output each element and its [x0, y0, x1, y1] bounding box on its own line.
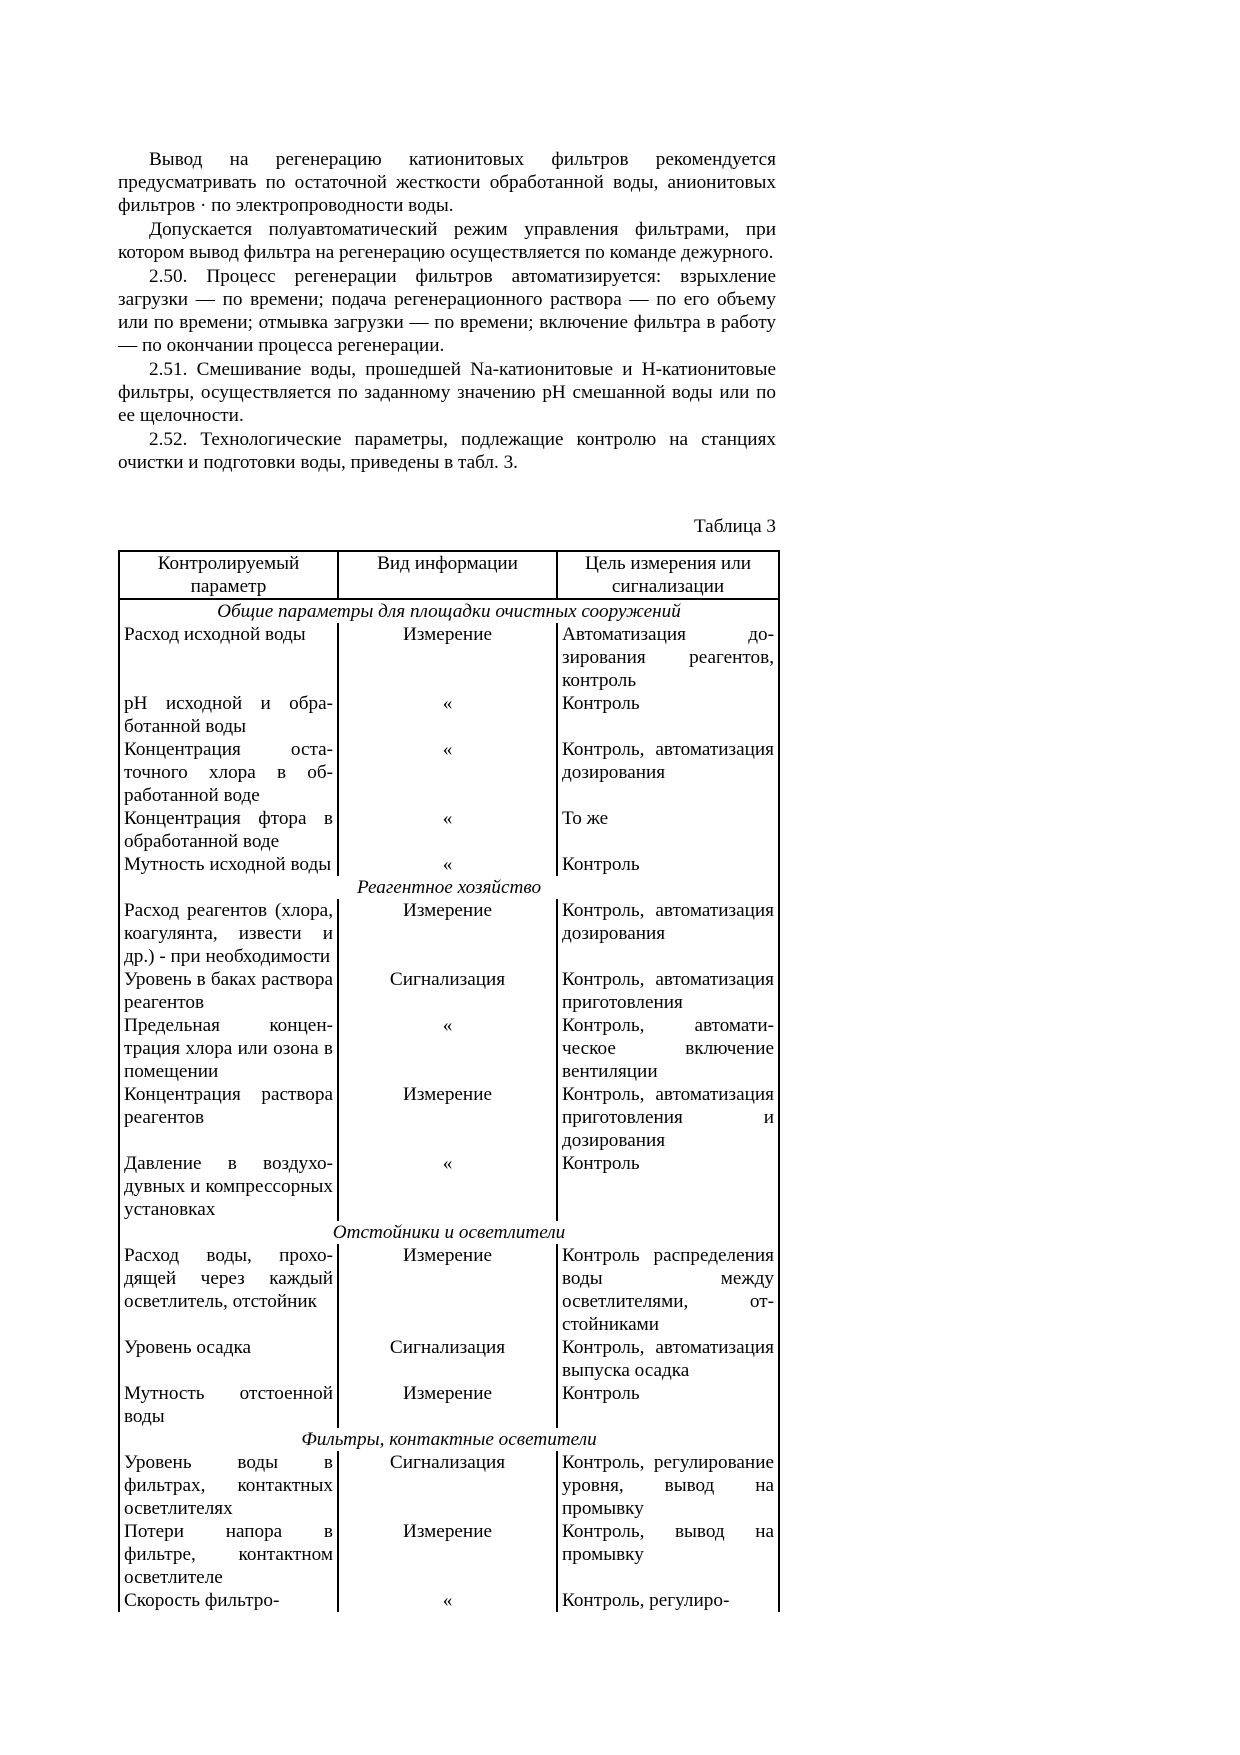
table-row [119, 623, 779, 692]
cell-purpose: Контроль, автоматизация приготовления и дозирования [557, 1083, 779, 1152]
cell-parameter: pH исходной и обработанной воды [119, 692, 338, 738]
header-parameter: Контролируемый параметр [119, 551, 338, 599]
table-header [119, 551, 779, 599]
section-title: Общие параметры для площадки очистных сооружений [119, 599, 779, 623]
cell-parameter: Уровень осадка [119, 1336, 338, 1382]
cell-purpose: Контроль [557, 692, 779, 738]
cell-parameter: Предельная концентрация хлора или озона в помещении [119, 1014, 338, 1083]
table-row [119, 899, 779, 968]
cell-purpose: Контроль [557, 853, 779, 876]
table-row [119, 1589, 779, 1612]
cell-info-type: Измерение [338, 1244, 557, 1336]
cell-info-type: « [338, 1014, 557, 1083]
cell-parameter: Скорость фильтро- [119, 1589, 338, 1612]
table-caption: Таблица 3 [693, 516, 776, 537]
cell-info-type: Сигнализация [338, 968, 557, 1014]
cell-info-type: Измерение [338, 623, 557, 692]
cell-info-type: « [338, 807, 557, 853]
cell-purpose: Контроль, автоматизация выпуска осадка [557, 1336, 779, 1382]
paragraph: 2.50. Процесс регенерации фильтров автоматизируется: взрыхление загрузки — по времени; подача регенерационного раствора — по его объему или по времени; отмывка загрузки — по времени; включение фильтра в работу — по окончании процесса регенерации. [118, 266, 776, 356]
table-row [119, 968, 779, 1014]
table-row [119, 1382, 779, 1428]
paragraph: 2.51. Смешивание воды, прошедшей Na-катионитовые и H-катионитовые фильтры, осуществляется по заданному значению pH смешанной воды или по ее щелочности. [118, 359, 776, 426]
cell-purpose: Автоматизация дозирования реагентов, контроль [557, 623, 779, 692]
cell-purpose: Контроль, автоматизация приготовления [557, 968, 779, 1014]
table-row [119, 853, 779, 876]
cell-parameter: Концентрация фтора в обработанной воде [119, 807, 338, 853]
section-row [119, 1428, 779, 1451]
cell-parameter: Расход воды, проходящей через каждый осветлитель, отстойник [119, 1244, 338, 1336]
cell-parameter: Давление в воздуходувных и компрессорных установках [119, 1152, 338, 1221]
cell-parameter: Расход реагентов (хлора, коагулянта, извести и др.) - при необходимости [119, 899, 338, 968]
cell-info-type: « [338, 853, 557, 876]
cell-info-type: Измерение [338, 1083, 557, 1152]
cell-purpose: Контроль распределения воды между осветлителями, отстойниками [557, 1244, 779, 1336]
section-title: Отстойники и осветлители [119, 1221, 779, 1244]
table-row [119, 1520, 779, 1589]
table-body [119, 599, 779, 1612]
table-row [119, 1336, 779, 1382]
section-title: Фильтры, контактные осветители [119, 1428, 779, 1451]
parameters-table [118, 550, 780, 1612]
cell-info-type: Измерение [338, 1520, 557, 1589]
section-row [119, 1221, 779, 1244]
cell-info-type: Сигнализация [338, 1336, 557, 1382]
cell-parameter: Мутность исходной воды [119, 853, 338, 876]
table-row [119, 738, 779, 807]
cell-purpose: Контроль, автоматизация дозирования [557, 738, 779, 807]
cell-info-type: « [338, 1152, 557, 1221]
section-title: Реагентное хозяйство [119, 876, 779, 899]
cell-purpose: Контроль [557, 1382, 779, 1428]
section-row [119, 876, 779, 899]
table-row [119, 1014, 779, 1083]
cell-info-type: Измерение [338, 1382, 557, 1428]
header-info-type: Вид информации [338, 551, 557, 599]
cell-info-type: « [338, 1589, 557, 1612]
cell-parameter: Расход исходной воды [119, 623, 338, 692]
cell-parameter: Уровень в баках раствора реагентов [119, 968, 338, 1014]
cell-purpose: Контроль, автоматическое включение вентиляции [557, 1014, 779, 1083]
table-row [119, 1083, 779, 1152]
paragraph: Вывод на регенерацию катионитовых фильтров рекомендуется предусматривать по остаточной жесткости обработанной воды, анионитовых фильтров · по электропроводности воды. [118, 149, 776, 216]
cell-info-type: « [338, 738, 557, 807]
cell-parameter: Концентрация остаточного хлора в обработанной воде [119, 738, 338, 807]
cell-info-type: Сигнализация [338, 1451, 557, 1520]
paragraph: Допускается полуавтоматический режим управления фильтрами, при котором вывод фильтра на регенерацию осуществляется по команде дежурного. [118, 219, 776, 263]
cell-parameter: Концентрация раствора реагентов [119, 1083, 338, 1152]
cell-parameter: Уровень воды в фильтрах, контактных осветлителях [119, 1451, 338, 1520]
cell-parameter: Потери напора в фильтре, контактном осветлителе [119, 1520, 338, 1589]
cell-purpose: Контроль, автоматизация дозирования [557, 899, 779, 968]
paragraph: 2.52. Технологические параметры, подлежащие контролю на станциях очистки и подготовки воды, приведены в табл. 3. [118, 429, 776, 473]
header-purpose: Цель измерения или сигнализации [557, 551, 779, 599]
table-row [119, 1451, 779, 1520]
table-row [119, 1152, 779, 1221]
section-row [119, 599, 779, 623]
cell-purpose: Контроль, регулирование уровня, вывод на промывку [557, 1451, 779, 1520]
body-text [118, 148, 776, 475]
table-row [119, 692, 779, 738]
cell-info-type: « [338, 692, 557, 738]
table-row [119, 1244, 779, 1336]
cell-parameter: Мутность отстоенной воды [119, 1382, 338, 1428]
cell-purpose: Контроль, вывод на промывку [557, 1520, 779, 1589]
table-row [119, 807, 779, 853]
cell-info-type: Измерение [338, 899, 557, 968]
cell-purpose: Контроль [557, 1152, 779, 1221]
cell-purpose: То же [557, 807, 779, 853]
cell-purpose: Контроль, регулиро- [557, 1589, 779, 1612]
